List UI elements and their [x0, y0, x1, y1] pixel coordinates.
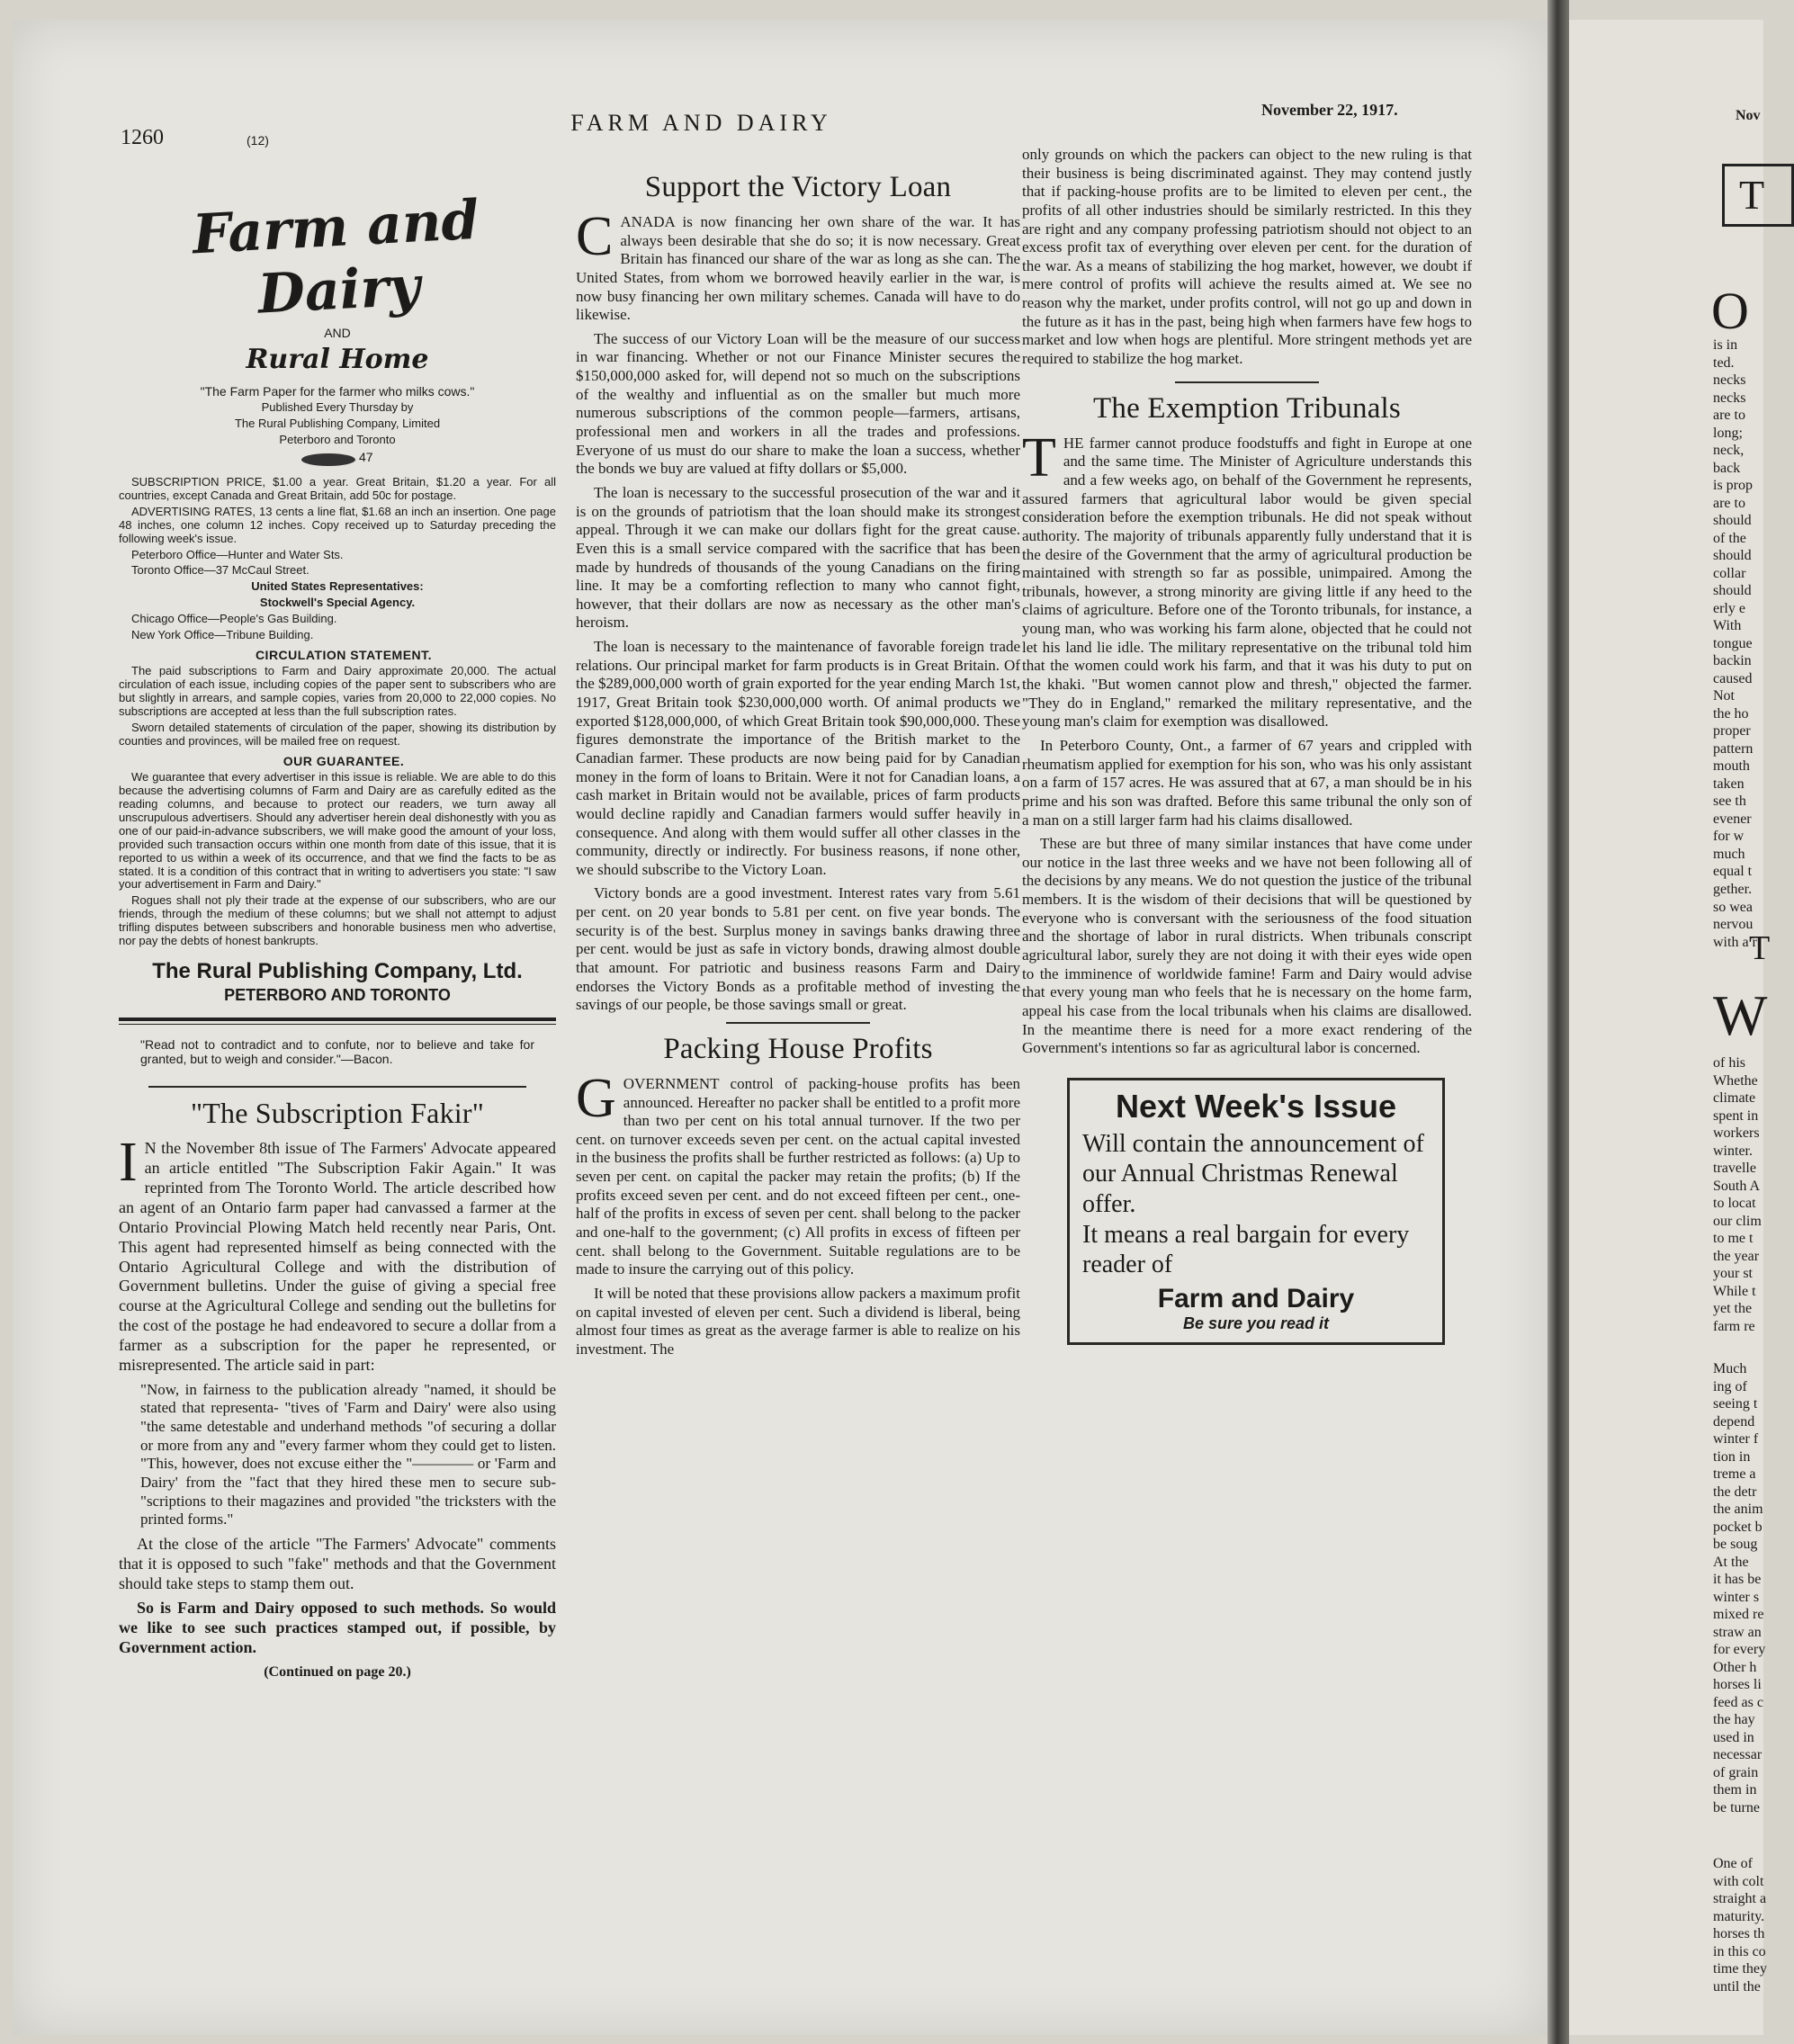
next-week-foot: Be sure you read it — [1182, 1313, 1330, 1332]
next-page-line: neck, — [1713, 443, 1745, 459]
next-page-lines-c — [1713, 1360, 1765, 1816]
next-page-line: backin — [1713, 653, 1752, 669]
fakir-dropcap: I — [119, 1132, 138, 1194]
next-page-line: your st — [1713, 1266, 1753, 1282]
next-page-line: of the — [1713, 530, 1746, 546]
next-week-box — [1067, 1078, 1445, 1345]
next-page-line: time they — [1713, 1961, 1767, 1977]
newyork-office: New York Office—Tribune Building. — [131, 628, 314, 642]
next-page-lines-d — [1713, 1855, 1767, 1995]
next-page-line: spent in — [1713, 1107, 1759, 1124]
victory-p4: The loan is necessary to the maintenance of favorable foreign trade relations. Our principal market for farm products is in Great Britain. Of the $289,000,000 worth of grain exported for the year ending March 1st, 1917, Great Britain took $230,000,000 worth. Of animal products we exported $128,000,000, of which Great Britain took $90,000,000. These figures demonstrate the importance of the British market to the Canadian farmer. These products are now being paid for by Canadian money in the form of loans to Britain. Were it not for Canadian loans, a cash market in Britain would not be available, prices of farm products would decline rapidly and Canadian farmers would suffer heavily in consequence. And along with them would suffer all other classes in the community, directly or indirectly. For business reasons, if none other, we should subscribe to the Victory Loan. — [576, 638, 1020, 878]
masthead-title: Farm and Dairy — [191, 188, 481, 327]
next-page-line: horses li — [1713, 1677, 1762, 1693]
next-page-line: long; — [1713, 425, 1743, 441]
next-page-line: winter f — [1713, 1431, 1759, 1448]
next-page-line: proper — [1713, 723, 1751, 740]
tribunals-p1 — [1022, 426, 1472, 731]
next-page-line: gether. — [1713, 881, 1753, 897]
next-page-line: are to — [1713, 408, 1745, 424]
guarantee-heading: OUR GUARANTEE. — [283, 753, 405, 768]
fakir-continued: (Continued on page 20.) — [264, 1663, 411, 1680]
next-page-line: equal t — [1713, 864, 1753, 880]
victory-p1 — [576, 206, 1020, 325]
victory-p3: The loan is necessary to the successful prosecution of the war and it is on the grounds of patriotism that the loan should make its strongest appeal. Through it we can make our dollars fight for the great cause. Even this is a small service compared with the sacrifice that has been made by hundreds of thousands of the young Canadians on the firing line. It may be a comforting reflection to many who cannot fight, however, that their dollars are now as necessary as the other man's heroism. — [576, 483, 1020, 632]
publisher-location: PETERBORO AND TORONTO — [224, 986, 451, 1005]
column-right — [1022, 146, 1472, 1345]
bacon-quote: "Read not to contradict and to confute, nor to believe and take for granted, but to weigh and consider."—Bacon. — [140, 1037, 534, 1067]
next-page-line: necessar — [1713, 1747, 1763, 1763]
fakir-p1-text: N the November 8th issue of The Farmers' Advocate appeared an article entitled "The Subscription Fakir Again." It was reprinted from The Toronto World. The article described how an agent of an Ontario farm paper had canvassed a farmer at the Ontario Provincial Plowing Match held recently near Paris, Ont. This agent had represented himself as being connected with the Ontario Agricultural College and with the distribution of Government bulletins. Under the guise of giving a special free course at the Agricultural College and sending out the bulletins for the cost of the postage he had endeavored to secure a dollar from a farmer as a subscription for the paper he represented, or misrepresented. The article said in part: — [119, 1139, 556, 1374]
next-page-line: tongue — [1713, 635, 1753, 651]
next-page-line: farm re — [1713, 1318, 1755, 1334]
next-page-line: in this co — [1713, 1943, 1766, 1959]
next-page-line: straw an — [1713, 1624, 1762, 1640]
next-page-line: winter s — [1713, 1589, 1760, 1605]
masthead-subtitle: Rural Home — [246, 344, 429, 375]
column-left — [119, 188, 556, 1686]
divider — [148, 1086, 526, 1088]
tribunals-p3: These are but three of many similar instances that have come under our notice in the last three weeks and we have not been following all of the decisions by any means. We do not question the justice of the tribunal members. It is the wisdom of their decisions that will be questioned by everyone who is conversant with the seriousness of the food situation and the shortage of labor in rural districts. When tribunals conscript agricultural labor, surely they are not doing it with their eyes wide open to the imminence of worldwide famine! Farm and Dairy would advise that every young man who feels that he is necessary on the home farm, appeal his case from the local tribunals when his claims are disallowed. In the meantime there is need for a more exact rendering of the Government's intentions so far as agricultural labor is concerned. — [1022, 835, 1472, 1057]
next-page-line: it has be — [1713, 1572, 1762, 1588]
next-week-brand: Farm and Dairy — [1157, 1283, 1355, 1313]
victory-title: Support the Victory Loan — [644, 171, 952, 203]
next-page-line: the ho — [1713, 705, 1749, 722]
next-page-line: travelle — [1713, 1161, 1756, 1177]
next-page-line: South A — [1713, 1178, 1761, 1194]
next-page-box — [1722, 164, 1794, 227]
masthead-published: Published Every Thursday by — [261, 400, 414, 415]
masthead-location: Peterboro and Toronto — [279, 432, 396, 446]
next-week-body-2: It means a real bargain for every reader of — [1082, 1220, 1410, 1279]
fakir-title: "The Subscription Fakir" — [190, 1097, 484, 1130]
next-page-line: evener — [1713, 811, 1752, 827]
next-page-line: should — [1713, 513, 1752, 529]
next-page-line: be soug — [1713, 1537, 1758, 1553]
tribunals-dropcap: T — [1022, 426, 1056, 489]
next-page-line: ing of — [1713, 1378, 1747, 1394]
next-page-line: yet the — [1713, 1301, 1753, 1317]
masthead-company: The Rural Publishing Company, Limited — [234, 417, 441, 431]
tribunals-title: The Exemption Tribunals — [1093, 391, 1401, 425]
issue-date: November 22, 1917. — [1261, 101, 1398, 119]
next-page-line: be turne — [1713, 1799, 1760, 1815]
circulation-heading: CIRCULATION STATEMENT. — [255, 648, 433, 663]
next-page-line: for w — [1713, 829, 1745, 845]
next-page-heading-t: T — [1749, 929, 1771, 967]
next-page-line: our clim — [1713, 1213, 1762, 1229]
next-page-line: with a r — [1713, 934, 1757, 950]
fakir-quote-text: "Now, in fairness to the publication already "named, it should be stated that representa- "tives of 'Farm and Dairy' were also using "the same detestable and underhand methods "of securing a dollar or more from any and "every farmer whom they could get to listen. "This, however, does not excuse either the "———— or 'Farm and Dairy' from the "fact that they hired these men to secure sub- "scriptions to their magazines and provided "the tricksters with the printed forms." — [140, 1380, 556, 1529]
next-page-line: horses th — [1713, 1926, 1765, 1942]
next-page-line: Much — [1713, 1361, 1747, 1376]
next-page-line: taken — [1713, 775, 1745, 792]
next-page-line: them in — [1713, 1782, 1757, 1798]
emblem-number: 47 — [359, 449, 373, 464]
next-page-box-letter: T — [1739, 172, 1765, 218]
masthead-emblem — [119, 450, 556, 473]
newspaper-page — [13, 20, 1547, 2035]
next-page-line: should — [1713, 583, 1752, 599]
next-page-line: Other h — [1713, 1659, 1757, 1675]
next-page-header: Nov — [1736, 108, 1761, 123]
next-week-title: Next Week's Issue — [1115, 1087, 1397, 1125]
page-gutter — [1547, 0, 1569, 2044]
circulation-text-1: The paid subscriptions to Farm and Dairy approximate 20,000. The actual circulation of each issue, including copies of the paper sent to subscribers who are but slightly in arrears, and sample copies, varies from 20,000 to 22,000 copies. No subscriptions are accepted at less than the full subscription rates. — [119, 664, 556, 719]
masthead-info — [119, 384, 556, 948]
divider — [119, 1018, 556, 1025]
next-page-line: At the — [1713, 1554, 1749, 1570]
next-page-dropcap-o: O — [1711, 282, 1749, 340]
next-page-line: erly e — [1713, 600, 1745, 616]
next-page-line: see th — [1713, 793, 1746, 810]
next-page-line: depend — [1713, 1413, 1755, 1430]
packing-dropcap: G — [576, 1067, 616, 1129]
next-page-dropcap-w: W — [1713, 983, 1768, 1047]
next-page-line: should — [1713, 548, 1752, 564]
toronto-office: Toronto Office—37 McCaul Street. — [131, 563, 309, 578]
next-page-line: back — [1713, 460, 1741, 476]
next-page-line: used in — [1713, 1729, 1754, 1745]
next-page-line: ted. — [1713, 354, 1735, 371]
next-page-lines-b — [1713, 1054, 1762, 1335]
next-page-line: pocket b — [1713, 1519, 1763, 1535]
packing-p2: It will be noted that these provisions allow packers a maximum profit on capital invested of eleven per cent. Such a dividend is liberal, being almost four times as great as the average farmer is able to realize on his investment. The — [576, 1284, 1020, 1358]
next-page-line: of grain — [1713, 1764, 1759, 1780]
next-page-line: are to — [1713, 495, 1745, 511]
fakir-p1 — [119, 1132, 556, 1375]
next-page-line: nervou — [1713, 917, 1754, 933]
next-page-line: Whethe — [1713, 1072, 1758, 1089]
page-number: 1260 — [121, 126, 164, 149]
victory-p5: Victory bonds are a good investment. Interest rates vary from 5.61 per cent. on 20 year bonds to 5.81 per cent. on five year bonds. The security is of the best. Surplus money in savings banks drawing three per cent. would be just as safe in victory bonds, drawing almost double that amount. For patriotic and business reasons Farm and Dairy endorses the Victory Bonds as a profitable method of investing the savings of our people, be those savings small or great. — [576, 884, 1020, 1014]
next-page-line: While t — [1713, 1283, 1756, 1299]
masthead-and: AND — [324, 326, 351, 340]
next-page-line: workers — [1713, 1125, 1760, 1142]
subscription-price: SUBSCRIPTION PRICE, $1.00 a year. Great Britain, $1.20 a year. For all countries, except Canada and Great Britain, add 50c for postage. — [119, 474, 556, 502]
next-page-line: is in — [1713, 337, 1738, 353]
tribunals-p2: In Peterboro County, Ont., a farmer of 67 years and crippled with rheumatism applied for exemption for his son, who was his only assistant on a farm of 157 acres. He was assured that at 67, a man should be in his prime and his son was drafted. Before this same tribunal the only son of a man on a still larger farm had his claims disallowed. — [1022, 736, 1472, 829]
next-page-line: of his — [1713, 1055, 1745, 1071]
next-page-line: the anim — [1713, 1502, 1763, 1518]
us-reps: Stockwell's Special Agency. — [259, 596, 416, 610]
next-page-line: to locat — [1713, 1196, 1756, 1212]
next-page-line: With — [1713, 618, 1742, 634]
guarantee-text-1: We guarantee that every advertiser in this issue is reliable. We are able to do this because the advertising columns of Farm and Dairy are as carefully edited as the reading columns, and because to protect our readers, we turn away all unscrupulous advertisers. Should any advertiser herein deal dishonestly with you as one of our paid-in-advance subscribers, we will make good the amount of your loss, provided such transaction occurs within one month from date of this issue, that it is reported to us within a week of its occurrence, and that we find the facts to be as stated. It is a condition of this contract that in writing to advertisers you state: "I saw your advertisement in Farm and Dairy." — [119, 769, 556, 892]
next-page-line: with colt — [1713, 1873, 1764, 1889]
next-page-line: straight a — [1713, 1891, 1767, 1907]
next-page-line: Not — [1713, 688, 1735, 704]
next-page-line: One of — [1713, 1856, 1753, 1871]
next-page-line: mixed re — [1713, 1607, 1764, 1623]
packing-p1 — [576, 1067, 1020, 1279]
paper-name-text: FARM AND DAIRY — [570, 110, 832, 136]
us-reps-heading: United States Representatives: — [251, 579, 424, 594]
next-page-line: necks — [1713, 390, 1746, 406]
next-page-line: pattern — [1713, 740, 1754, 757]
peterboro-office: Peterboro Office—Hunter and Water Sts. — [131, 547, 344, 561]
next-page-line: until the — [1713, 1978, 1761, 1995]
masthead-tagline: "The Farm Paper for the farmer who milks cows." — [200, 384, 475, 399]
next-page-line: necks — [1713, 372, 1746, 389]
guarantee-text-2: Rogues shall not ply their trade at the expense of our subscribers, who are our friends, through the medium of these columns; but we shall not attempt to adjust trifling disputes between subscribers and honorable business men who advertise, nor pay the debts of honest bankrupts. — [119, 893, 556, 948]
next-page-line: tion in — [1713, 1448, 1751, 1465]
next-page-line: treme a — [1713, 1466, 1756, 1483]
packing-p1-text: OVERNMENT control of packing-house profits has been announced. Hereafter no packer shall be entitled to a profit more than two per cent on his total annual turnover. If the two per cent. on turnover exceeds seven per cent. on the actual capital invested in the business the profits shall be further restricted as follows: (a) Up to seven per cent. on capital the packer may retain the profits; (b) If the profits exceed seven per cent. and do not exceed fifteen per cent., one-half of the profits in excess of seven per cent. shall belong to the packer and one-half to the government; (c) All profits in excess of fifteen per cent. shall belong to the Government. Suitable regulations are to be made to insure the carrying out of this policy. — [576, 1074, 1020, 1278]
packing-title: Packing House Profits — [663, 1032, 933, 1065]
next-page-line: to me t — [1713, 1231, 1754, 1247]
emblem-icon — [301, 453, 355, 466]
next-page-line: much — [1713, 846, 1745, 862]
next-week-body-1: Will contain the announcement of our Annual Christmas Renewal offer. — [1082, 1129, 1424, 1219]
circulation-text-2: Sworn detailed statements of circulation of the paper, showing its distribution by counties and provinces, will be mailed free on request. — [119, 721, 556, 748]
victory-dropcap: C — [576, 206, 614, 267]
divider — [726, 1022, 870, 1024]
next-page-line: collar — [1713, 565, 1746, 581]
next-page-line: seeing t — [1713, 1396, 1758, 1412]
next-page-line: maturity. — [1713, 1908, 1765, 1924]
advertising-rates: ADVERTISING RATES, 13 cents a line flat, $1.68 an inch an insertion. One page 48 inches, one column 12 inches. Copy received up to Saturday preceding the following week's issue. — [119, 504, 556, 545]
next-page-line: caused — [1713, 670, 1753, 686]
chicago-office: Chicago Office—People's Gas Building. — [131, 612, 337, 626]
adjacent-page — [1569, 20, 1771, 2035]
next-page-lines-a — [1713, 336, 1757, 951]
page-inner-number: (12) — [247, 133, 269, 148]
column-middle — [576, 166, 1020, 1365]
fakir-p3: So is Farm and Dairy opposed to such methods. So would we like to see such practices stamped out, if possible, by Government action. — [119, 1599, 556, 1657]
next-page-line: the detr — [1713, 1484, 1757, 1500]
divider — [1175, 381, 1319, 383]
next-page-line: the year — [1713, 1248, 1760, 1264]
next-page-line: winter. — [1713, 1143, 1753, 1159]
next-page-line: mouth — [1713, 758, 1750, 775]
next-page-line: so wea — [1713, 899, 1753, 915]
next-page-line: feed as c — [1713, 1694, 1763, 1710]
fakir-quote — [119, 1381, 556, 1529]
publisher-name: The Rural Publishing Company, Ltd. — [152, 959, 523, 984]
next-page-line: is prop — [1713, 478, 1753, 494]
next-page-line: the hay — [1713, 1712, 1755, 1728]
victory-p2: The success of our Victory Loan will be the measure of our success in war financing. Whether or not our Finance Minister secures the $150,000,000 asked for, will depend not so much on the subscriptions of the wealthy and influential as on the smaller but much more numerous subscriptions of the common people—farmers, artisans, professional men and workers in all the trades and professions. Everyone of us must do our share to make the loan a success, whether the bonds we buy are valued at fifty dollars or $5,000. — [576, 329, 1020, 478]
next-page-line: climate — [1713, 1090, 1756, 1107]
next-page-line: for every — [1713, 1642, 1766, 1658]
victory-p1-text: ANADA is now financing her own share of the war. It has always been desirable that she do so; it is now necessary. Great Britain has financed our share of the war as long as she can. The United States, from whom we borrowed heavily earlier in the war, is now busy financing her own military schemes. Canada will have to do likewise. — [576, 213, 1020, 324]
tribunals-p1-text: HE farmer cannot produce foodstuffs and fight in Europe at one and the same time. The Minister of Agriculture understands this and a few weeks ago, on behalf of the Government he represents, assured farmers that agricultural labor would be given special consideration before the exemption tribunals. He did not speak without authority. The majority of tribunals apparently fully understand that it is the desire of the Government that the army of agricultural production be maintained with strength so far as possible, unimpaired. Among the tribunals, however, a strong minority are giving little if any heed to the claims of agriculture. Before one of the Toronto tribunals, for instance, a young man, who was working his farm alone, objected that he could not let his land lie idle. The military representative on the tribunal told him that the women could work his farm, and that it was his duty to put on the khaki. "But women cannot plow and thresh," objected the farmer. "They do in England," remarked the military representative, and the young man's claim for exemption was disallowed. — [1022, 434, 1472, 731]
packing-p3: only grounds on which the packers can object to the new ruling is that their business is being discriminated against. They may contend justly that if packing-house profits are to be limited to eleven per cent., the profits of all other industries should be similarly restricted. In this they are right and any company professing patriotism should not object to an excess profit tax of everything over eleven per cent. for the duration of the war. As a means of stabilizing the hog market, however, we doubt if mere control of profits will achieve the results aimed at. We see no reason why the market, under profits control, will not go up and down in the future as it has in the past, being high when farmers have few hogs to market and low when hogs are plentiful. More stringent methods yet are required to stabilize the hog market. — [1022, 146, 1472, 368]
fakir-p2: At the close of the article "The Farmers' Advocate" comments that it is opposed to such "fake" methods and that the Government should take steps to stamp them out. — [119, 1534, 556, 1592]
